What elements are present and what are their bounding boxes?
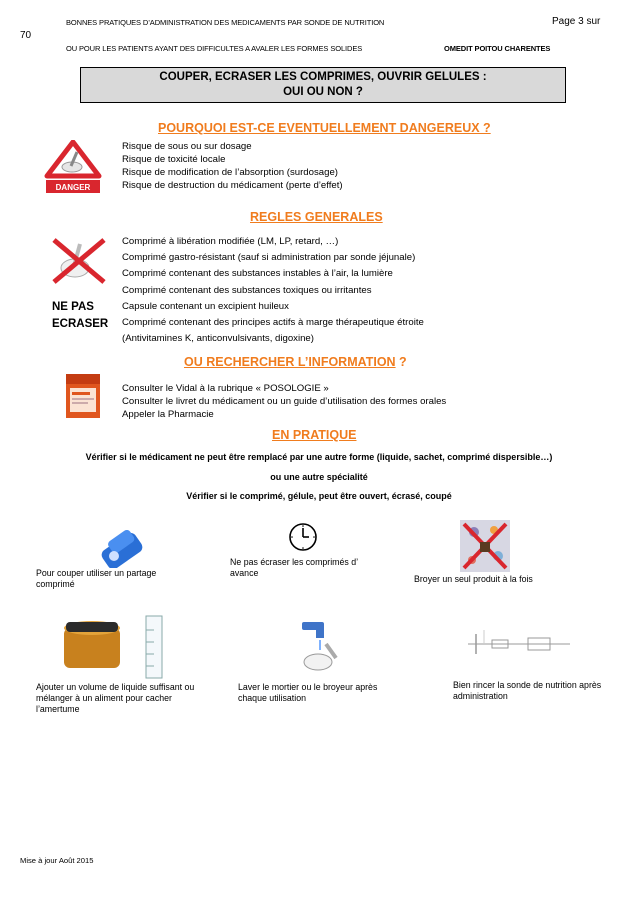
list-item: Comprimé contenant des principes actifs à marge thérapeutique étroite <box>122 317 424 329</box>
clock-icon <box>288 522 318 552</box>
single-product-icon <box>460 520 510 572</box>
tip-wash: Laver le mortier ou le broyeur après chaque utilisation <box>238 682 378 703</box>
rules-heading: REGLES GENERALES <box>250 210 383 224</box>
no-crush-label-line2: ECRASER <box>52 318 109 330</box>
list-item: Comprimé à libération modifiée (LM, LP, retard, …) <box>122 236 339 247</box>
list-item: (Antivitamines K, anticonvulsivants, digoxine) <box>122 333 314 345</box>
danger-list <box>122 140 343 192</box>
list-item: Comprimé gastro-résistant (sauf si administration par sonde jéjunale) <box>122 252 416 264</box>
list-item: Comprimé contenant des substances instables à l’air, la lumière <box>122 268 393 280</box>
feeding-tube-icon <box>464 624 574 666</box>
info-heading-suffix: ? <box>395 355 407 369</box>
practice-line1: Vérifier si le médicament ne peut être remplacé par une autre forme (liquide, sachet, comprimé dispersible…) <box>85 452 553 462</box>
no-crush-label-line1: NE PAS <box>52 301 94 313</box>
info-heading: OU RECHERCHER L’INFORMATION <box>184 355 396 369</box>
tip-rinse: Bien rincer la sonde de nutrition après administration <box>453 680 602 701</box>
rules-list <box>122 234 424 347</box>
page-title-line1: COUPER, ECRASER LES COMPRIMES, OUVRIR GELULES : <box>159 71 487 83</box>
tip-splitter: Pour couper utiliser un partage comprimé <box>36 568 157 589</box>
no-crush-label <box>52 299 108 333</box>
vidal-book-icon <box>62 370 106 420</box>
practice-line2: ou une autre spécialité <box>270 472 368 482</box>
list-item: Consulter le livret du médicament ou un guide d’utilisation des formes orales <box>122 396 447 407</box>
danger-icon-label: DANGER <box>55 183 91 192</box>
info-heading-row <box>184 353 407 371</box>
page-total: 70 <box>20 30 32 41</box>
mortar-tap-icon <box>296 620 350 674</box>
list-item: Risque de modification de l’absorption (surdosage) <box>122 167 338 178</box>
list-item: Capsule contenant un excipient huileux <box>122 300 289 312</box>
tip-one-at-time: Broyer un seul produit à la fois <box>414 574 533 584</box>
tip-volume: Ajouter un volume de liquide suffisant ou mélanger à un aliment pour cacher l’amertume <box>36 682 195 714</box>
practice-heading: EN PRATIQUE <box>272 428 357 442</box>
liquid-food-icon <box>62 614 172 680</box>
list-item: Risque de sous ou sur dosage <box>122 141 252 152</box>
page-label: Page 3 sur <box>552 16 601 27</box>
no-crush-icon <box>50 236 108 286</box>
page-title-box <box>80 67 566 103</box>
practice-line3: Vérifier si le comprimé, gélule, peut être ouvert, écrasé, coupé <box>186 491 452 501</box>
header-subtitle: OU POUR LES PATIENTS AYANT DES DIFFICULTES A AVALER LES FORMES SOLIDES <box>66 44 363 53</box>
list-item: Appeler la Pharmacie <box>122 409 214 420</box>
header-org: OMEDIT POITOU CHARENTES <box>444 44 551 53</box>
list-item: Comprimé contenant des substances toxiques ou irritantes <box>122 284 372 296</box>
footer-update: Mise à jour Août 2015 <box>20 856 94 865</box>
list-item: Risque de toxicité locale <box>122 154 226 165</box>
list-item: Risque de destruction du médicament (perte d’effet) <box>122 180 343 191</box>
tip-advance: Ne pas écraser les comprimés d’ avance <box>230 557 358 578</box>
header-title: BONNES PRATIQUES D’ADMINISTRATION DES MEDICAMENTS PAR SONDE DE NUTRITION <box>66 18 385 27</box>
page-title-line2: OUI OU NON ? <box>283 86 363 98</box>
danger-heading: POURQUOI EST-CE EVENTUELLEMENT DANGEREUX ? <box>158 121 491 135</box>
info-list <box>122 382 446 421</box>
list-item: Consulter le Vidal à la rubrique « POSOLOGIE » <box>122 383 329 394</box>
pill-splitter-icon <box>92 520 152 568</box>
danger-icon <box>44 140 102 194</box>
